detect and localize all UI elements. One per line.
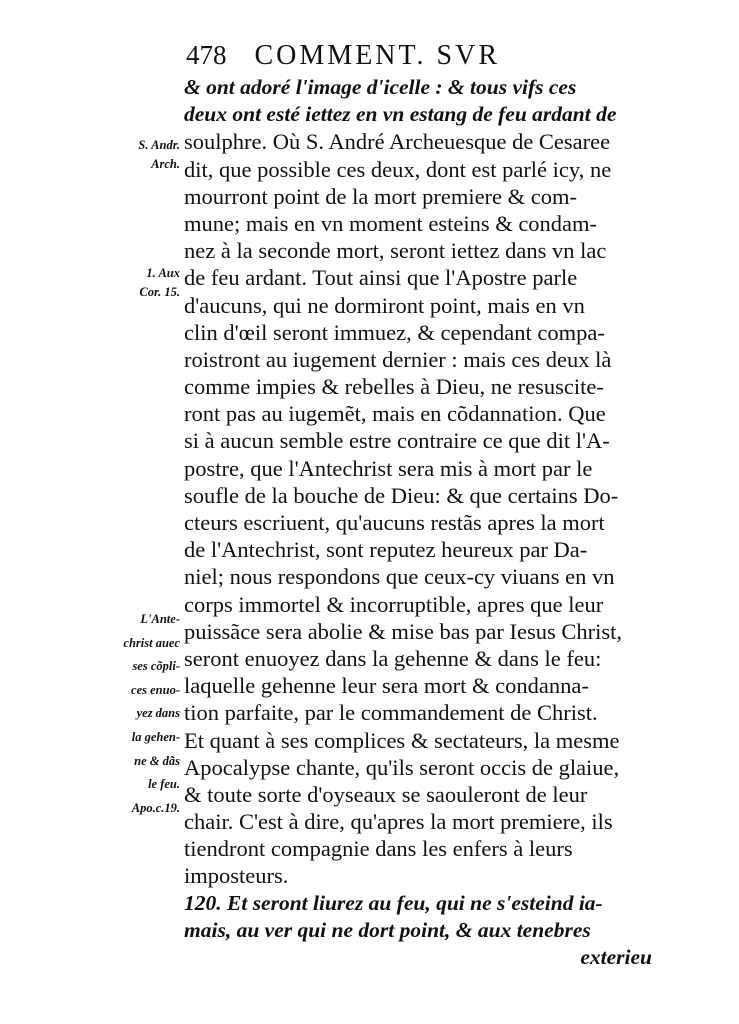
text-line: si à aucun semble estre contraire ce que dit l'A- [184, 428, 610, 454]
running-title: COMMENT. SVR [254, 40, 501, 71]
text-line: clin d'œil seront immuez, & cependant compa- [184, 319, 605, 345]
text-line: roistront au iugement dernier : mais ces deux là [184, 346, 612, 372]
text-line: de l'Antechrist, sont reputez heureux par Da- [184, 537, 588, 563]
margin-note-line: Apo.c.19. [131, 800, 180, 815]
margin-note-line: christ auec [123, 635, 180, 650]
margin-note-antechrist [96, 608, 184, 820]
text-line: soufle de la bouche de Dieu: & que certains Do- [184, 482, 619, 508]
margin-note-line: L'Ante- [140, 612, 180, 626]
margin-note-line: S. Andr. [138, 138, 180, 152]
margin-note-line: ces enuo- [131, 682, 180, 697]
catchword: exterieu [580, 945, 652, 969]
text-line: Et quant à ses complices & sectateurs, la mesme [184, 727, 620, 753]
margin-note-line: ne & dãs [134, 753, 180, 768]
text-line: mais, au ver qui ne dort point, & aux tenebres [184, 917, 591, 942]
text-line: & toute sorte d'oyseaux se saouleront de leur [184, 781, 588, 807]
margin-note-line: Cor. 15. [139, 285, 180, 299]
text-line: niel; nous respondons que ceux-cy viuans en vn [184, 564, 615, 590]
text-line: soulphre. Où S. André Archeuesque de Cesaree [184, 129, 611, 155]
text-line: postre, que l'Antechrist sera mis à mort par le [184, 455, 593, 481]
text-line: d'aucuns, qui ne dormiront point, mais en vn [184, 292, 585, 318]
text-line: cteurs escriuent, qu'aucuns restãs apres la mort [184, 510, 605, 535]
margin-note-line: yez dans [136, 706, 180, 721]
margin-note-line: le feu. [148, 777, 180, 792]
text-line: laquelle gehenne leur sera mort & condanna- [184, 673, 589, 699]
text-line: & ont adoré l'image d'icelle : & tous vifs ces [184, 75, 577, 99]
text-line: de feu ardant. Tout ainsi que l'Apostre parle [184, 265, 578, 291]
margin-note-line: ses cõpli- [132, 659, 180, 674]
margin-note-line: Arch. [151, 157, 180, 171]
text-line: deux ont esté iettez en vn estang de feu ardant de [184, 102, 617, 127]
text-line: tion parfaite, par le commandement de Christ. [184, 700, 598, 726]
text-line: dit, que possible ces deux, dont est parlé icy, ne [184, 156, 612, 182]
text-line: mourront point de la mort premiere & com- [184, 183, 578, 209]
text-line: tiendront compagnie dans les enfers à leurs [184, 836, 573, 862]
text-line: 120. Et seront liurez au feu, qui ne s'esteind ia- [184, 890, 603, 915]
text-line: seront enuoyez dans la gehenne & dans le feu: [184, 645, 602, 671]
margin-note-corinthians [96, 264, 184, 302]
text-line: mune; mais en vn moment esteins & condam- [184, 210, 598, 236]
text-line: imposteurs. [184, 863, 289, 889]
text-line: chair. C'est à dire, qu'apres la mort premiere, ils [184, 809, 613, 835]
text-line: comme impies & rebelles à Dieu, ne resuscite- [184, 374, 604, 400]
text-line: nez à la seconde mort, seront iettez dans vn lac [184, 238, 607, 264]
text-line: Apocalypse chante, qu'ils seront occis de glaiue, [184, 754, 620, 780]
page-number: 478 [186, 40, 227, 70]
margin-note-line: 1. Aux [146, 266, 180, 280]
body-text [184, 74, 654, 971]
text-line: ront pas au iugemẽt, mais en cõdannation. Que [184, 401, 606, 427]
text-line: corps immortel & incorruptible, apres que leur [184, 591, 604, 617]
margin-note-line: la gehen- [131, 729, 180, 744]
running-header [186, 40, 656, 74]
margin-note-andre [96, 136, 184, 174]
text-line: puissãce sera abolie & mise bas par Iesus Christ, [184, 618, 623, 644]
